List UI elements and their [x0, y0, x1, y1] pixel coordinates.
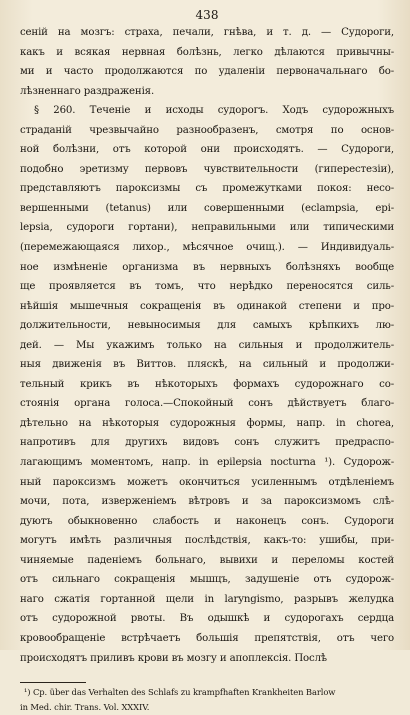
text-line: подобно эретизму первовъ чувствительности (гиперестезіи),	[20, 163, 394, 175]
text-line: какъ и всякая нервная болѣзнь, легко дѣлаются привычны-	[20, 46, 394, 58]
text-line: наго сжатія гортанной щели in laryngismo, разрывъ желудка	[20, 593, 394, 605]
text-line: ный пароксизмъ можетъ окончиться усиленнымъ отдѣленіемъ	[20, 476, 394, 488]
text-line: происходятъ приливъ крови въ мозгу и апоплексія. Послѣ	[20, 652, 327, 664]
text-line: мочи, пота, изверженіемъ вѣтровъ и за пароксизмомъ слѣ-	[20, 496, 394, 508]
footnote-line: in Med. chir. Trans. Vol. XXXIV.	[20, 702, 150, 713]
footnote-divider	[20, 682, 86, 683]
text-line: вершенными (tetanus) или совершенными (eclampsia, epi-	[20, 202, 394, 214]
text-line: тельный крикъ въ нѣкоторыхъ формахъ судорожнаго со-	[20, 378, 394, 390]
text-line: ще проявляется въ томъ, что нерѣдко переносятся силь-	[20, 281, 394, 293]
text-line: могутъ имѣть различныя послѣдствія, какъ-то: ушибы, при-	[20, 535, 394, 547]
footnote-line: ¹) Cp. über das Verhalten des Schlafs zu krampfhaften Krankheiten Barlow	[24, 687, 336, 698]
text-line: ное измѣненіе организма въ нервныхъ болѣзняхъ вообще	[20, 261, 394, 273]
text-line: lepsia, судороги гортани), неправильными или типическими	[20, 222, 394, 234]
text-line: лагающимъ моментомъ, напр. in epilepsia nocturna ¹). Судорож-	[20, 457, 394, 469]
text-line: лѣзненнаго раздраженія.	[20, 85, 155, 97]
text-line: дей. — Мы укажимъ только на сильныя и продолжитель-	[20, 339, 394, 351]
text-line: дѣтельно на нѣкоторыя судорожныя формы, напр. in chorea,	[20, 417, 394, 429]
body-text	[20, 23, 394, 668]
text-line: представляютъ пароксизмы съ промежутками покоя: несо-	[20, 183, 394, 195]
text-line: отъ судорожной рвоты. Въ одышкѣ и судорогахъ сердца	[20, 613, 394, 625]
text-line: ныя движенія въ Виттов. пляскѣ, на сильный и продолжи-	[20, 359, 394, 371]
footnote	[20, 685, 394, 715]
text-line: кровообращеніе встрѣчаетъ большія препятствія, отъ чего	[20, 632, 394, 644]
text-line: ми и часто продолжаются по удаленіи первоначальнаго бо-	[20, 66, 394, 78]
text-line: страданій чрезвычайно разнообразенъ, смотря по основ-	[20, 124, 394, 136]
text-line: нѣйшія мышечныя сокращенія въ одинакой степени и про-	[20, 300, 394, 312]
text-line: (перемежающаяся лихор., мѣсячное очищ.). — Индивидуаль-	[20, 242, 394, 254]
section-heading-line: § 260. Теченіе и исходы судорогъ. Ходъ судорожныхъ	[34, 105, 394, 117]
page-number: 438	[195, 8, 219, 22]
text-line: ной болѣзни, отъ которой они происходятъ. — Судороги,	[20, 144, 394, 156]
text-line: сеній на мозгъ: страха, печали, гнѣва, и т. д. — Судороги,	[20, 27, 394, 38]
text-line: отъ сильнаго сокращенія мышцъ, задушеніе отъ судорож-	[20, 574, 394, 586]
text-line: чиняемые паденіемъ больнаго, вывихи и переломы костей	[20, 554, 394, 566]
text-line: напротивъ для другихъ видовъ сонъ служитъ предраспо-	[20, 437, 394, 449]
text-line: дуютъ обыкновенно слабость и наконецъ сонъ. Судороги	[20, 515, 394, 527]
text-line: стоянія органа голоса.—Спокойный сонъ дѣйствуетъ благо-	[20, 398, 394, 410]
text-line: должительности, невыносимыя для самыхъ крѣпкихъ лю-	[20, 320, 394, 332]
